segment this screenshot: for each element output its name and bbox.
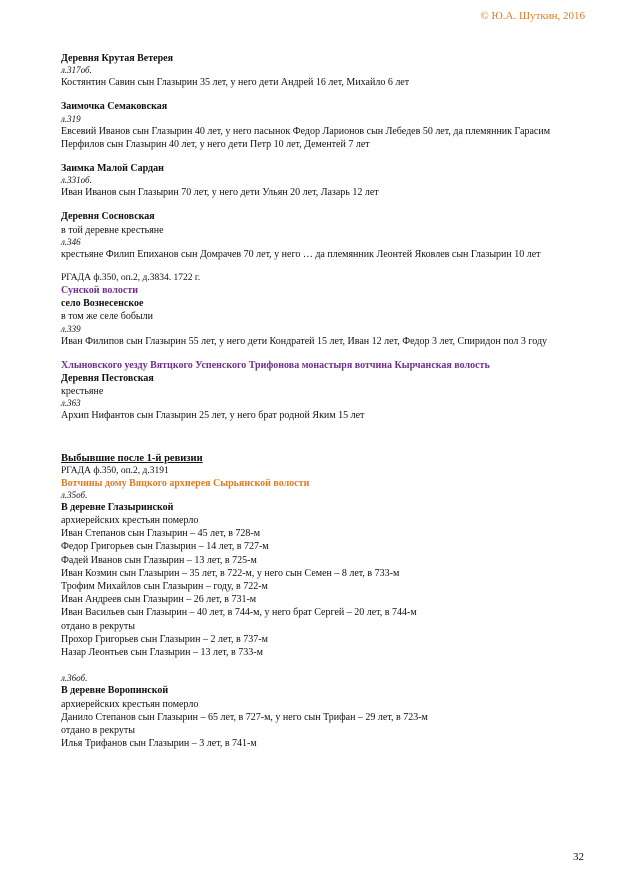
departed-section-2 [61, 673, 586, 750]
census-entry: Иван Филипов сын Глазырин 55 лет, у него дети Кондратей 15 лет, Иван 12 лет, Федор 3 лет, Спиридон пол 3 году [61, 335, 548, 347]
village-block [61, 162, 586, 199]
list-item: отдано в рекруты [61, 620, 135, 632]
census-entry: Евсевий Иванов сын Глазырин 40 лет, у него пасынок Федор Ларионов сын Лебедев 50 лет, да племянник Гарасим Перфилов сын Глазырин 40 лет, у него дети Петр 10 лет, Дементей 7 лет [61, 125, 551, 150]
archive-reference: РГАДА ф.350, оп.2, д.3191 [61, 465, 169, 476]
departed-section [61, 452, 586, 660]
list-item: архиерейских крестьян померло [61, 515, 199, 527]
list-item: Трофим Михайлов сын Глазырин – году, в 722-м [61, 581, 268, 593]
list-item: Иван Васильев сын Глазырин – 40 лет, в 744-м, у него брат Сергей – 20 лет, в 744-м [61, 607, 417, 619]
sheet-reference: л.363 [61, 398, 81, 409]
list-item: Федор Григорьев сын Глазырин – 14 лет, в 727-м [61, 541, 269, 553]
list-item: Фадей Иванов сын Глазырин – 13 лет, в 725-м [61, 554, 257, 566]
volost-title: Сунской волости [61, 285, 138, 297]
khlynov-section [61, 359, 586, 423]
village-heading: Деревня Крутая Ветерея [61, 53, 174, 64]
sheet-reference: л.36об. [61, 673, 88, 684]
list-item: Иван Козмин сын Глазырин – 35 лет, в 722-м, у него сын Семен – 8 лет, в 733-м [61, 567, 400, 579]
village-subheading: крестьяне [61, 386, 104, 398]
sunsk-section [61, 272, 586, 348]
sheet-reference: л.346 [61, 236, 81, 247]
copyright-notice: © Ю.А. Шуткин, 2016 [480, 10, 585, 22]
list-item: отдано в рекруты [61, 724, 135, 736]
census-entry: крестьяне Филип Епиханов сын Домрачев 70 лет, у него … да племянник Леонтей Яковлев сын Глазырин 10 лет [61, 248, 541, 260]
village-heading: В деревне Глазыринской [61, 501, 174, 513]
village-heading: Заимка Малой Сардан [61, 163, 164, 175]
estate-title: Вотчины дому Вяцкого архиерея Сырьянской волости [61, 477, 310, 489]
village-heading: Заимочка Семаковская [61, 101, 168, 113]
list-item: Прохор Григорьев сын Глазырин – 2 лет, в 737-м [61, 633, 268, 645]
page-content [61, 52, 586, 761]
census-entry: Архип Нифантов сын Глазырин 25 лет, у него брат родной Яким 15 лет [61, 410, 365, 422]
village-block [61, 52, 586, 89]
village-subheading: в том же селе бобыли [61, 311, 153, 323]
village-heading: Деревня Пестовская [61, 373, 154, 385]
village-heading: село Вознесенское [61, 298, 144, 310]
page-number: 32 [573, 851, 584, 863]
list-item: архиерейских крестьян померло [61, 698, 199, 710]
sheet-reference: л.339 [61, 323, 81, 334]
sheet-reference: л.319 [61, 113, 81, 124]
village-subheading: в той деревне крестьяне [61, 224, 164, 236]
village-heading: В деревне Воропинской [61, 685, 169, 697]
sheet-reference: л.331об. [61, 175, 92, 186]
sheet-reference: л.317об. [61, 65, 92, 76]
census-entry: Костянтин Савин сын Глазырин 35 лет, у него дети Андрей 16 лет, Михайло 6 лет [61, 77, 410, 89]
list-item: Иван Андреев сын Глазырин – 26 лет, в 731-м [61, 594, 257, 606]
census-entry: Иван Иванов сын Глазырин 70 лет, у него дети Ульян 20 лет, Лазарь 12 лет [61, 187, 379, 199]
list-item: Илья Трифанов сын Глазырин – 3 лет, в 741-м [61, 738, 257, 750]
section-title: Выбывшие после 1-й ревизии [61, 452, 203, 464]
list-item: Назар Леонтьев сын Глазырин – 13 лет, в 733-м [61, 647, 263, 659]
volost-title: Хлыновского уезду Вятцкого Успенского Трифонова монастыря вотчина Кырчанская волость [61, 359, 490, 371]
sheet-reference: л.35об. [61, 489, 88, 500]
archive-reference: РГАДА ф.350, оп.2, д.3834. 1722 г. [61, 273, 201, 284]
village-block [61, 100, 586, 151]
list-item: Данило Степанов сын Глазырин – 65 лет, в 727-м, у него сын Трифан – 29 лет, в 723-м [61, 711, 428, 723]
village-block [61, 210, 586, 261]
list-item: Иван Степанов сын Глазырин – 45 лет, в 728-м [61, 528, 261, 540]
village-heading: Деревня Сосновская [61, 211, 155, 223]
